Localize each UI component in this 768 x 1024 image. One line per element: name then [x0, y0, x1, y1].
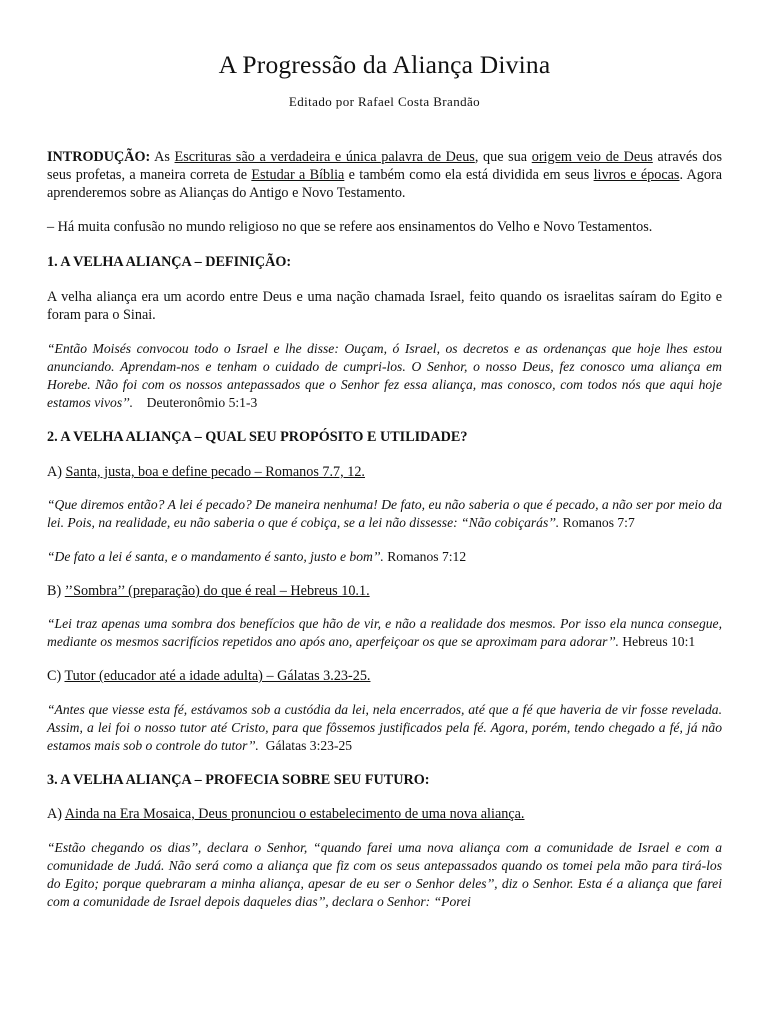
item-a-quote-1-text: “Que diremos então? A lei é pecado? De maneira nenhuma! De fato, eu não saberia o que é pecado, a não ser por meio da lei. Pois, na realidade, eu não saberia o que é cobiça, se a lei não dissesse: “Não cobiçarás’’.: [47, 497, 722, 530]
item-a-ref-1: Romanos 7:7: [562, 515, 635, 530]
intro-paragraph: [47, 148, 722, 202]
item-b-ref: Hebreus 10:1: [622, 634, 696, 649]
page-title: A Progressão da Aliança Divina: [218, 50, 551, 79]
item-a-ref-2: Romanos 7:12: [387, 549, 467, 564]
section-2-heading: 2. A VELHA ALIANÇA – QUAL SEU PROPÓSITO E UTILIDADE?: [47, 429, 468, 445]
item-c-label: C): [47, 668, 65, 684]
link-livros-epocas[interactable]: livros e épocas: [593, 167, 680, 183]
item-c-quote-text: “Antes que viesse esta fé, estávamos sob a custódia da lei, nela encerrados, até que a fé que haveria de vir fosse revelada. Assim, a lei foi o nosso tutor até Cristo, para que fôssemos justificados pela fé. Agora, porém, tendo chegado a fé, já não estamos mais sob o controle do tutor’’.: [47, 702, 722, 753]
item-b-label: B): [47, 583, 65, 599]
item-b-link[interactable]: ’’Sombra’’ (preparação) do que é real – Hebreus 10.1.: [64, 583, 370, 599]
section-1-ref: Deuteronômio 5:1-3: [146, 395, 258, 410]
intro-text-4: e também como ela está dividida em seus: [344, 167, 594, 183]
link-origem[interactable]: origem veio de Deus: [531, 149, 653, 165]
confusion-paragraph: – Há muita confusão no mundo religioso no que se refere aos ensinamentos do Velho e Novo Testamentos.: [47, 219, 653, 235]
item-a-quote-2-text: “De fato a lei é santa, e o mandamento é santo, justo e bom’’.: [47, 549, 384, 564]
section-3-item-a-label: A): [47, 806, 65, 822]
section-1-quote: [47, 340, 722, 412]
section-3-item-a-link[interactable]: Ainda na Era Mosaica, Deus pronunciou o estabelecimento de uma nova aliança.: [64, 806, 525, 822]
page-subtitle: Editado por Rafael Costa Brandão: [288, 94, 481, 109]
intro-text-2: , que sua: [474, 149, 532, 165]
link-estudar-biblia[interactable]: Estudar a Bíblia: [251, 167, 345, 183]
item-b-quote-text: “Lei traz apenas uma sombra dos benefícios que hão de vir, e não a realidade dos mesmos. Por isso ela nunca consegue, mediante os mesmos sacrifícios repetidos ano após ano, aperfeiçoar os que se aproximam para adorar’’.: [47, 616, 722, 649]
section-1-text: A velha aliança era um acordo entre Deus e uma nação chamada Israel, feito quando os israelitas saíram do Egito e foram para o Sinai.: [47, 289, 722, 323]
section-3-heading: 3. A VELHA ALIANÇA – PROFECIA SOBRE SEU FUTURO:: [47, 772, 430, 788]
section-3-item-a: [47, 805, 722, 823]
section-3-quote: [47, 839, 722, 911]
section-1-quote-text: “Então Moisés convocou todo o Israel e lhe disse: Ouçam, ó Israel, os decretos e as ordenanças que hoje lhes estou anunciando. Aprendam-nos e tenham o cuidado de cumpri-los. O Senhor, o nosso Deus, fez conosco uma aliança em Horebe. Não foi com os nossos antepassados que o Senhor fez essa aliança, mas conosco, com todos nós que aqui hoje estamos vivos’’.: [47, 341, 722, 410]
intro-label: INTRODUÇÃO:: [47, 149, 151, 165]
section-2-item-a: [47, 463, 722, 481]
link-escrituras[interactable]: Escrituras são a verdadeira e única palavra de Deus: [174, 149, 475, 165]
document-page: [47, 0, 722, 911]
item-a-link[interactable]: Santa, justa, boa e define pecado – Romanos 7.7, 12.: [65, 464, 365, 480]
item-a-label: A): [47, 464, 66, 480]
item-c-link[interactable]: Tutor (educador até a idade adulta) – Gálatas 3.23-25.: [64, 668, 371, 684]
intro-text-1: As: [150, 149, 175, 165]
item-b-quote: [47, 615, 722, 651]
intro-text-5: . Agora aprenderemos sobre as Alianças do Antigo e Novo Testamento.: [47, 167, 722, 201]
item-c-ref: Gálatas 3:23-25: [265, 738, 353, 753]
intro-text-3: através dos seus profetas, a maneira correta de: [47, 149, 722, 183]
section-1-heading: 1. A VELHA ALIANÇA – DEFINIÇÃO:: [47, 254, 292, 270]
section-3-quote-text: “Estão chegando os dias’’, declara o Senhor, “quando farei uma nova aliança com a comunidade de Israel e com a comunidade de Judá. Não será como a aliança que fiz com os seus antepassados quando os tomei pela mão para tirá-los do Egito; porque quebraram a minha aliança, apesar de eu ser o Senhor deles’’, diz o Senhor. Esta é a aliança que farei com a comunidade de Israel depois daqueles dias’’, declara o Senhor: “Porei: [47, 840, 722, 909]
section-2-item-b: [47, 582, 722, 600]
item-a-quote-1: [47, 496, 722, 532]
section-2-item-c: [47, 667, 722, 685]
item-c-quote: [47, 701, 722, 755]
item-a-quote-2: [47, 548, 722, 566]
